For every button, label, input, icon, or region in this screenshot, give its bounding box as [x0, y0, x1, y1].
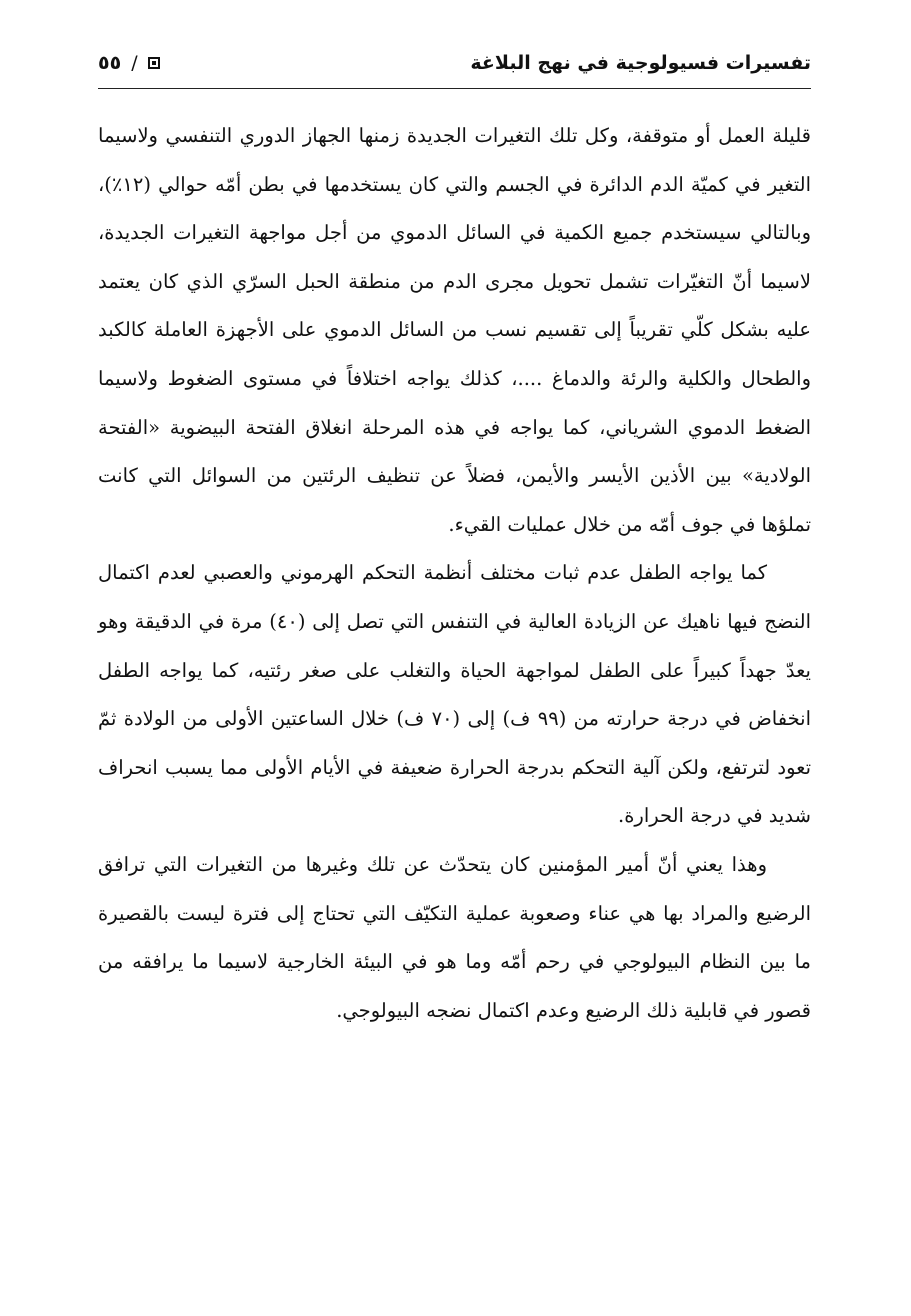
paragraph-1: قليلة العمل أو متوقفة، وكل تلك التغيرات الجديدة زمنها الجهاز الدوري التنفسي ولاسيما التغير في كميّة الدم الدائرة في الجسم والتي كان يستخدمها في بطن أمّه حوالي (١٢٪)، وبالتالي سيستخدم جميع الكمية في السائل الدموي من أجل مواجهة التغيرات الجديدة، لاسيما أنّ التغيّرات تشمل تحويل مجرى الدم من منطقة الحبل السرّي الذي كان يعتمد عليه بشكل كلّي تقريباً إلى تقسيم نسب من السائل الدموي على الأجهزة العاملة كالكبد والطحال والكلية والرئة والدماغ ....، كذلك يواجه اختلافاً في مستوى الضغوط ولاسيما الضغط الدموي الشرياني، كما يواجه في هذه المرحلة انغلاق الفتحة البيضوية «الفتحة الولادية» بين الأذين الأيسر والأيمن، فضلاً عن تنظيف الرئتين من السوائل التي كانت تملؤها في جوف أمّه من خلال عمليات القيء.: [98, 124, 811, 536]
page-header: [98, 46, 811, 80]
paragraph-2: كما يواجه الطفل عدم ثبات مختلف أنظمة التحكم الهرموني والعصبي لعدم اكتمال النضج فيها ناهيك عن الزيادة العالية في التنفس التي تصل إلى (٤٠) مرة في الدقيقة وهو يعدّ جهداً كبيراً على الطفل لمواجهة الحياة والتغلب على صغر رئتيه، كما يواجه الطفل انخفاض في درجة حرارته من (٩٩ ف) إلى (٧٠ ف) خلال الساعتين الأولى من الولادة ثمّ تعود لترتفع، ولكن آلية التحكم بدرجة الحرارة ضعيفة في الأيام الأولى مما يسبب انحراف شديد في درجة الحرارة.: [98, 561, 812, 828]
running-title: تفسيرات فسيولوجية في نهج البلاغة: [470, 52, 811, 74]
header-separator: /: [131, 52, 138, 74]
header-rule: [98, 88, 811, 89]
page-number: ٥٥: [98, 52, 122, 74]
body-text: [98, 112, 811, 1035]
square-ornament-icon: [148, 57, 160, 69]
page-number-group: [98, 52, 160, 74]
paragraph-3: وهذا يعني أنّ أمير المؤمنين كان يتحدّث عن تلك وغيرها من التغيرات التي ترافق الرضيع والمراد بها هي عناء وصعوبة عملية التكيّف التي تحتاج إلى فترة ليست بالقصيرة ما بين النظام البيولوجي في رحم أمّه وما هو في البيئة الخارجية لاسيما ما يرافقه من قصور في قابلية ذلك الرضيع وعدم اكتمال نضجه البيولوجي.: [98, 852, 811, 1022]
